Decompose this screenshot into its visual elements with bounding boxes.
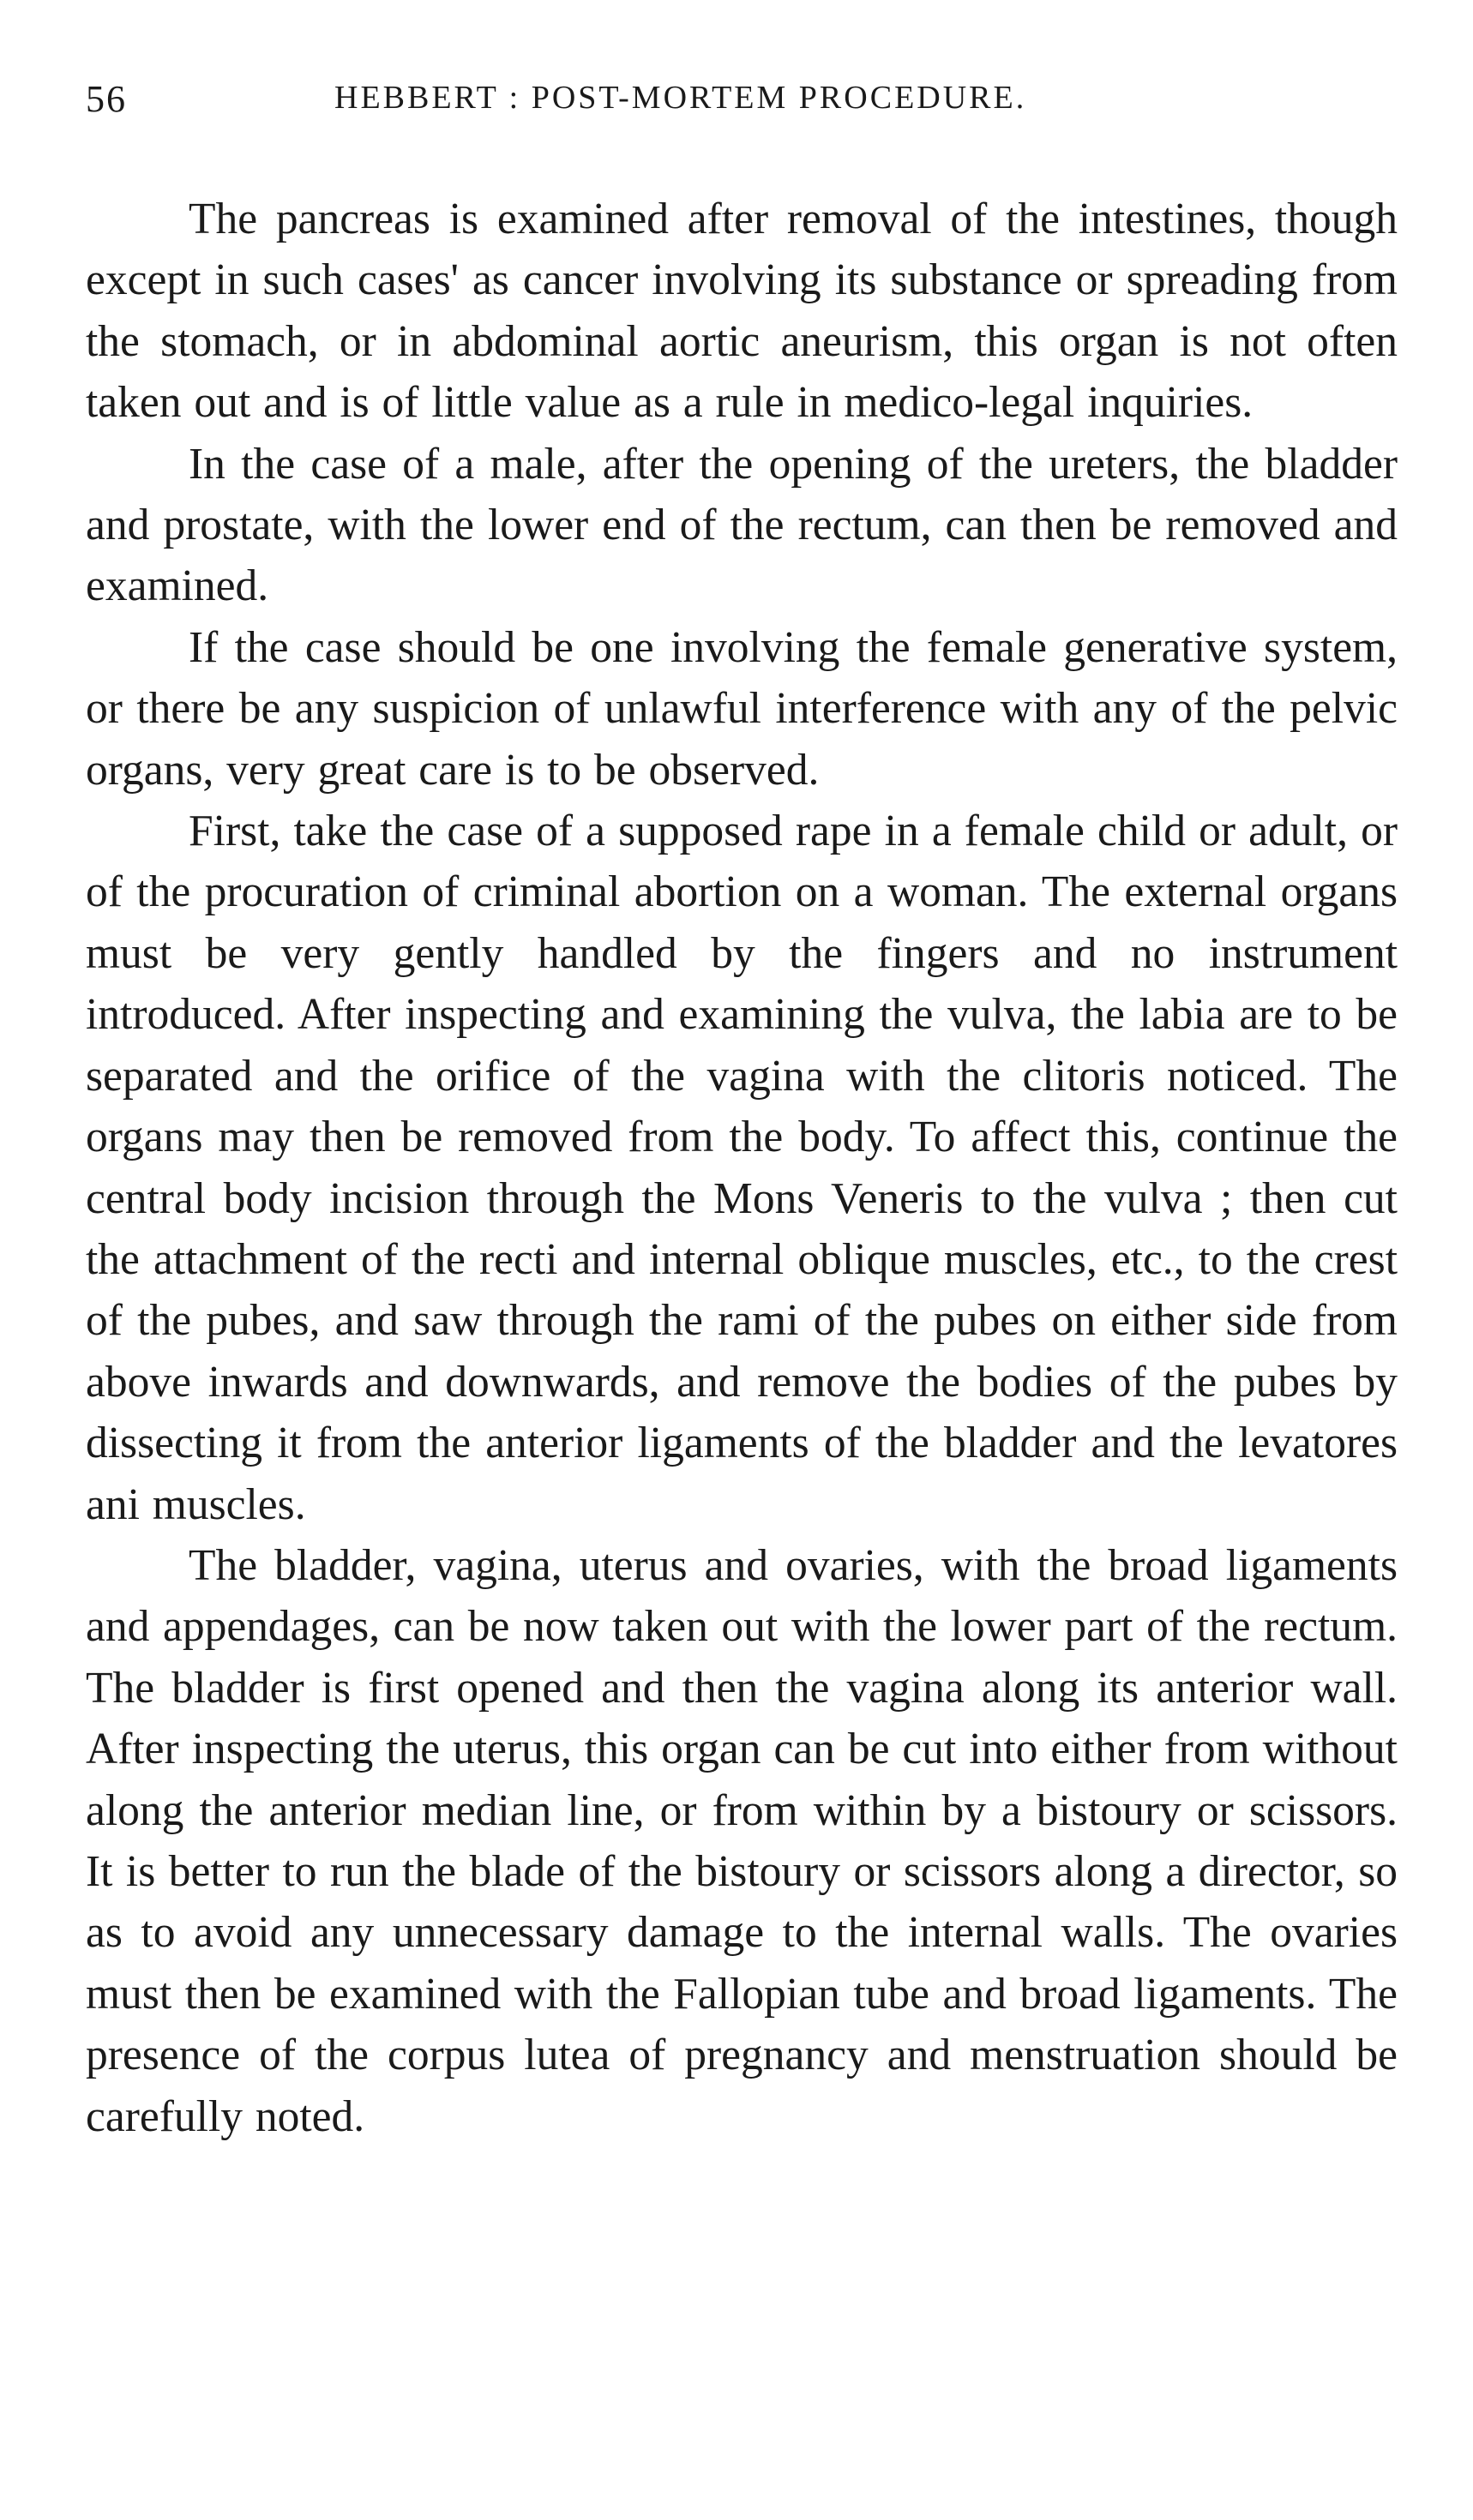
paragraph-male-case: In the case of a male, after the opening of the ureters, the bladder and prostate, with the lower end of the rectum, can then be removed and examined. [86,439,1398,611]
paragraph-rape-abortion: First, take the case of a supposed rape in a female child or adult, or of the procuration of criminal abortion on a woman. The external organs must be very gently handled by the fingers and no instrument introduced. After inspecting and examining the vulva, the labia are to be separated and the orifice of the vagina with the clitoris noticed. The organs may then be removed from the body. To affect this, continue the central body incision through the Mons Veneris to the vulva ; then cut the attachment of the recti and internal oblique muscles, etc., to the crest of the pubes, and saw through the rami of the pubes on either side from above inwards and downwards, and remove the bodies of the pubes by dissecting it from the anterior ligaments of the bladder and the levatores ani muscles. [86,807,1398,1529]
running-head [86,77,1398,137]
paragraph-female-case: If the case should be one involving the female generative system, or there be any suspicion of unlawful interference with any of the pelvic organs, very great care is to be observed. [86,622,1398,795]
paragraph-pancreas: The pancreas is examined after removal of the intestines, though except in such cases' as cancer involving its substance or spreading from the stomach, or in abdominal aortic aneurism, this organ is not often taken out and is of little value as a rule in medico-legal inquiries. [86,195,1398,428]
paragraph-removal-organs: The bladder, vagina, uterus and ovaries, with the broad ligaments and appendages, can be now taken out with the lower part of the rectum. The bladder is first opened and then the vagina along its anterior wall. After inspecting the uterus, this organ can be cut into either from without along the anterior median line, or from within by a bistoury or scissors. It is better to run the blade of the bistoury or scissors along a director, so as to avoid any unnecessary damage to the internal walls. The ovaries must then be examined with the Fallopian tube and broad ligaments. The presence of the corpus lutea of pregnancy and menstruation should be carefully noted. [86,1540,1398,2141]
book-page [86,77,1398,2147]
body-text [86,189,1398,2147]
running-title: HEBBERT : POST-MORTEM PROCEDURE. [334,80,1027,116]
page-number: 56 [86,78,127,120]
